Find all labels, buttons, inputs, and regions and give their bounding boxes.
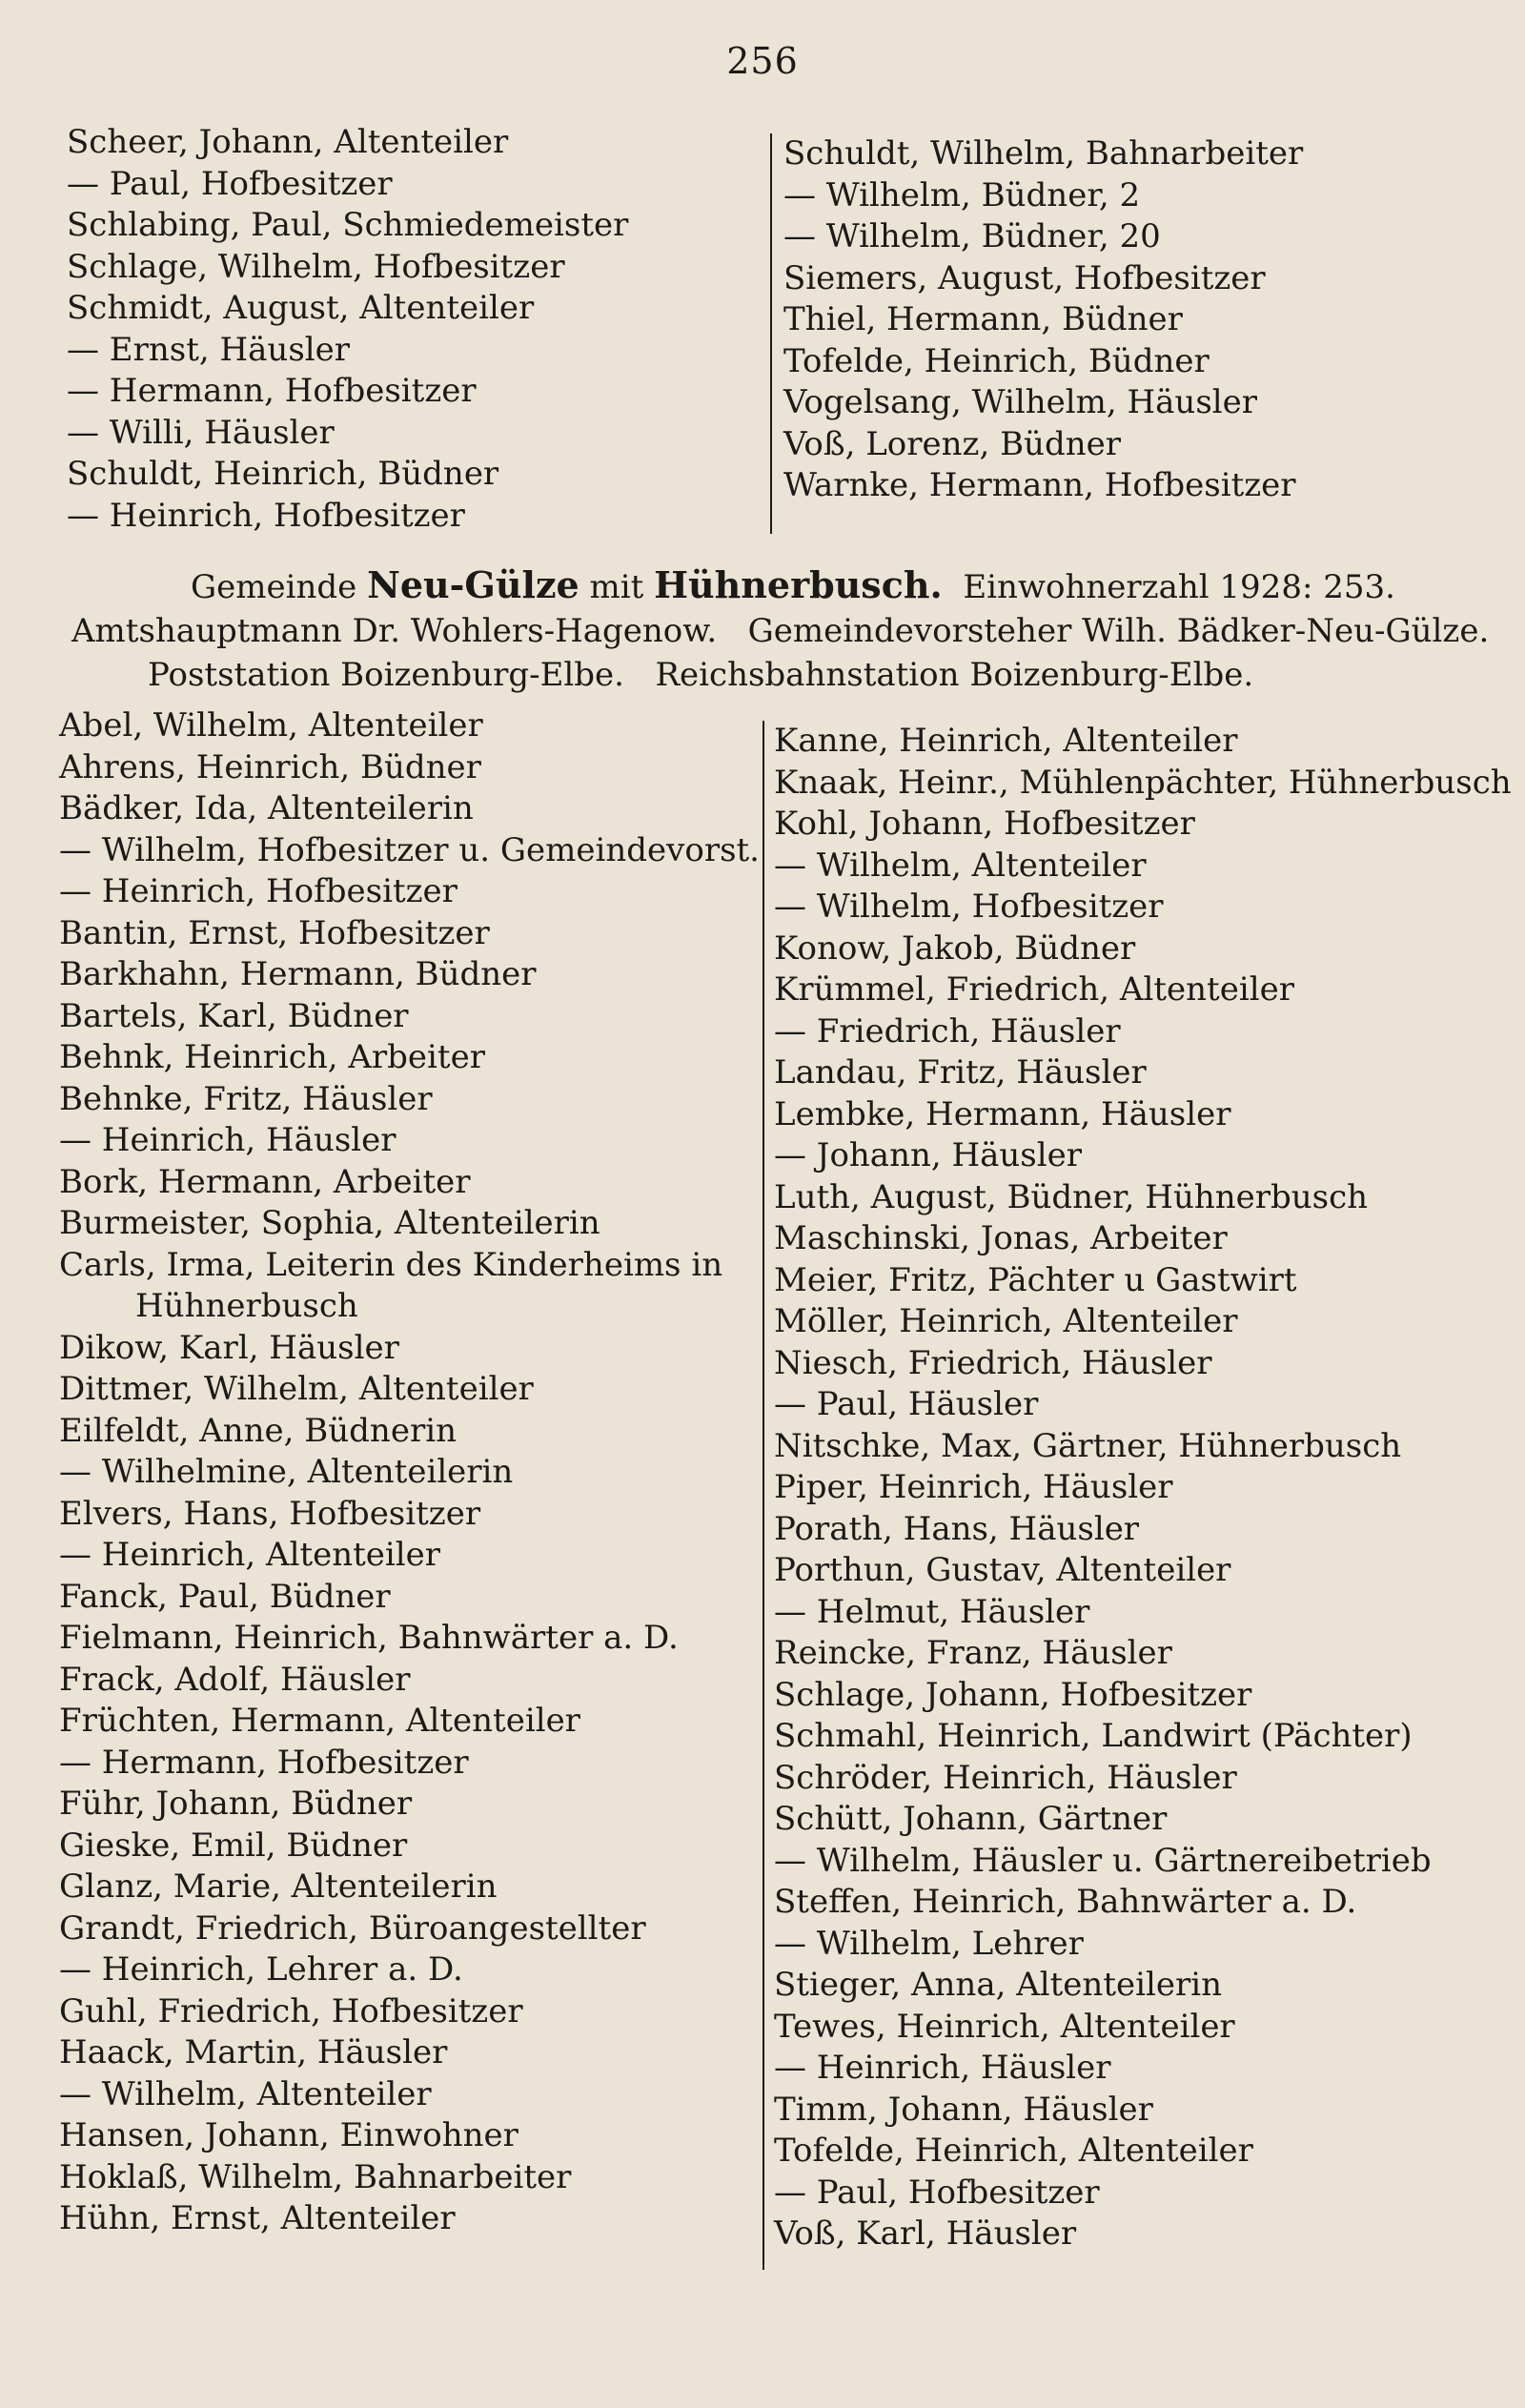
list-item: Bartels, Karl, Büdner [59, 996, 409, 1035]
list-item: Landau, Fritz, Häusler [774, 1053, 1147, 1092]
gemeindevorsteher: Gemeindevorsteher Wilh. Bädker-Neu-Gülze. [747, 612, 1490, 650]
list-item: Frack, Adolf, Häusler [59, 1660, 411, 1699]
list-item: — Friedrich, Häusler [774, 1011, 1121, 1051]
list-item: Maschinski, Jonas, Arbeiter [774, 1219, 1228, 1257]
list-item: Schuldt, Heinrich, Büdner [67, 455, 499, 493]
list-item: — Heinrich, Altenteiler [59, 1536, 441, 1574]
list-item: Schröder, Heinrich, Häusler [774, 1758, 1237, 1797]
list-item: — Wilhelm, Hofbesitzer u. Gemeindevorst. [59, 830, 760, 869]
list-item: — Wilhelm, Büdner, 2 [783, 175, 1141, 214]
list-item: — Paul, Häusler [774, 1385, 1039, 1423]
list-item: Tewes, Heinrich, Altenteiler [774, 2007, 1235, 2046]
list-item: Tofelde, Heinrich, Büdner [783, 341, 1210, 380]
list-item: Fielmann, Heinrich, Bahnwärter a. D. [59, 1619, 679, 1657]
list-item: Nitschke, Max, Gärtner, Hühnerbusch [774, 1426, 1402, 1465]
list-item: Früchten, Hermann, Altenteiler [59, 1702, 580, 1740]
list-item: Behnk, Heinrich, Arbeiter [59, 1038, 485, 1076]
list-item: Luth, August, Büdner, Hühnerbusch [774, 1177, 1369, 1216]
gemeinde-heading [0, 564, 1525, 606]
page-number: 256 [726, 40, 799, 82]
list-item: Dikow, Karl, Häusler [59, 1328, 399, 1367]
list-item: Elvers, Hans, Hofbesitzer [59, 1494, 481, 1533]
stations-line [0, 654, 1525, 696]
list-item: Guhl, Friedrich, Hofbesitzer [59, 1991, 523, 2030]
list-item: Stieger, Anna, Altenteilerin [774, 1966, 1222, 2004]
list-item: Bantin, Ernst, Hofbesitzer [59, 913, 490, 952]
list-item: Ahrens, Heinrich, Büdner [59, 747, 481, 786]
list-item: Schlabing, Paul, Schmiedemeister [67, 206, 629, 244]
bottom-left-column [59, 705, 760, 2240]
amtshauptmann: Amtshauptmann Dr. Wohlers-Hagenow. [71, 612, 718, 650]
list-item: Barkhahn, Hermann, Büdner [59, 955, 537, 993]
list-item: Lembke, Hermann, Häusler [774, 1094, 1231, 1133]
list-item: — Johann, Häusler [774, 1136, 1082, 1174]
list-item: Voß, Karl, Häusler [774, 2214, 1077, 2253]
top-right-column [783, 133, 1489, 507]
list-item: Burmeister, Sophia, Altenteilerin [59, 1204, 600, 1242]
list-item: — Heinrich, Hofbesitzer [59, 872, 458, 910]
list-item: — Wilhelmine, Altenteilerin [59, 1453, 514, 1491]
list-item: — Wilhelm, Hofbesitzer [774, 888, 1164, 926]
list-item: Behnke, Fritz, Häusler [59, 1079, 433, 1118]
gemeinde-prefix: Gemeinde [191, 568, 357, 606]
list-item: Hoklaß, Wilhelm, Bahnarbeiter [59, 2157, 572, 2196]
list-item: Siemers, August, Hofbesitzer [783, 258, 1266, 297]
list-item: Porath, Hans, Häusler [774, 1509, 1140, 1548]
ortsteil-name: Hühnerbusch. [654, 563, 943, 606]
list-item: — Heinrich, Lehrer a. D. [59, 1950, 463, 1989]
list-item: Knaak, Heinr., Mühlenpächter, Hühnerbusch [774, 763, 1512, 802]
list-item: — Paul, Hofbesitzer [67, 164, 393, 203]
list-item: Hansen, Johann, Einwohner [59, 2116, 518, 2154]
list-item: Carls, Irma, Leiterin des Kinderheims in [59, 1245, 723, 1284]
list-item: — Hermann, Hofbesitzer [67, 372, 477, 410]
list-item: Kohl, Johann, Hofbesitzer [774, 805, 1195, 843]
list-item: Voß, Lorenz, Büdner [783, 424, 1121, 463]
list-item: Porthun, Gustav, Altenteiler [774, 1551, 1231, 1589]
list-item: Tofelde, Heinrich, Altenteiler [774, 2132, 1253, 2170]
reichsbahnstation: Reichsbahnstation Boizenburg-Elbe. [655, 656, 1254, 694]
list-item: — Paul, Hofbesitzer [774, 2173, 1100, 2212]
list-item: — Heinrich, Hofbesitzer [67, 496, 465, 535]
list-item: — Helmut, Häusler [774, 1592, 1090, 1631]
column-divider-bottom [762, 721, 764, 2270]
list-item: — Hermann, Hofbesitzer [59, 1743, 469, 1782]
list-item: Scheer, Johann, Altenteiler [67, 123, 509, 161]
list-item: — Heinrich, Häusler [774, 2049, 1111, 2087]
einwohnerzahl: Einwohnerzahl 1928: 253. [963, 568, 1395, 606]
list-item: Konow, Jakob, Büdner [774, 929, 1136, 968]
gemeinde-mit: mit [589, 568, 644, 606]
list-item: Abel, Wilhelm, Altenteiler [59, 706, 483, 745]
list-item: Krümmel, Friedrich, Altenteiler [774, 970, 1294, 1009]
list-item: Reincke, Franz, Häusler [774, 1634, 1172, 1672]
list-item: — Willi, Häusler [67, 413, 335, 452]
list-item: — Heinrich, Häusler [59, 1121, 396, 1159]
list-item: Eilfeldt, Anne, Büdnerin [59, 1411, 457, 1450]
list-item: Meier, Fritz, Pächter u Gastwirt [774, 1260, 1297, 1299]
column-divider-top [770, 133, 772, 534]
list-item: Niesch, Friedrich, Häusler [774, 1343, 1212, 1382]
list-item: Schlage, Johann, Hofbesitzer [774, 1675, 1252, 1714]
list-item: Hühnerbusch [135, 1287, 358, 1325]
gemeinde-name: Neu-Gülze [367, 563, 580, 606]
list-item: Grandt, Friedrich, Büroangestellter [59, 1908, 646, 1948]
list-item: Kanne, Heinrich, Altenteiler [774, 722, 1238, 760]
list-item: Piper, Heinrich, Häusler [774, 1468, 1173, 1506]
list-item: — Ernst, Häusler [67, 330, 351, 369]
list-item: Schuldt, Wilhelm, Bahnarbeiter [783, 134, 1304, 173]
list-item: Steffen, Heinrich, Bahnwärter a. D. [774, 1883, 1357, 1921]
list-item: Gieske, Emil, Büdner [59, 1826, 408, 1865]
top-left-column [67, 122, 753, 537]
list-item: Glanz, Marie, Altenteilerin [59, 1867, 498, 1906]
bottom-right-column [774, 721, 1512, 2255]
list-item: Thiel, Hermann, Büdner [783, 300, 1183, 338]
list-item: — Wilhelm, Altenteiler [774, 846, 1147, 885]
list-item: Haack, Martin, Häusler [59, 2033, 448, 2071]
list-item: — Wilhelm, Büdner, 20 [783, 217, 1161, 255]
list-item: Hühn, Ernst, Altenteiler [59, 2199, 456, 2237]
poststation: Poststation Boizenburg-Elbe. [148, 656, 624, 694]
list-item: Schlage, Wilhelm, Hofbesitzer [67, 247, 565, 286]
list-item: Warnke, Hermann, Hofbesitzer [783, 466, 1296, 504]
list-item: — Wilhelm, Altenteiler [59, 2074, 432, 2113]
list-item: Möller, Heinrich, Altenteiler [774, 1302, 1238, 1340]
list-item: Schütt, Johann, Gärtner [774, 1800, 1168, 1838]
list-item: — Wilhelm, Lehrer [774, 1924, 1084, 1963]
list-item: Timm, Johann, Häusler [774, 2090, 1153, 2129]
list-item: Führ, Johann, Büdner [59, 1785, 413, 1823]
list-item: Dittmer, Wilhelm, Altenteiler [59, 1370, 534, 1408]
list-item: Schmidt, August, Altenteiler [67, 289, 535, 327]
officials-line [0, 610, 1525, 652]
list-item: — Wilhelm, Häusler u. Gärtnereibetrieb [774, 1841, 1432, 1880]
list-item: Fanck, Paul, Büdner [59, 1577, 391, 1616]
list-item: Bädker, Ida, Altenteilerin [59, 789, 474, 827]
list-item: Bork, Hermann, Arbeiter [59, 1162, 471, 1201]
list-item: Vogelsang, Wilhelm, Häusler [783, 383, 1258, 421]
list-item: Schmahl, Heinrich, Landwirt (Pächter) [774, 1717, 1413, 1755]
